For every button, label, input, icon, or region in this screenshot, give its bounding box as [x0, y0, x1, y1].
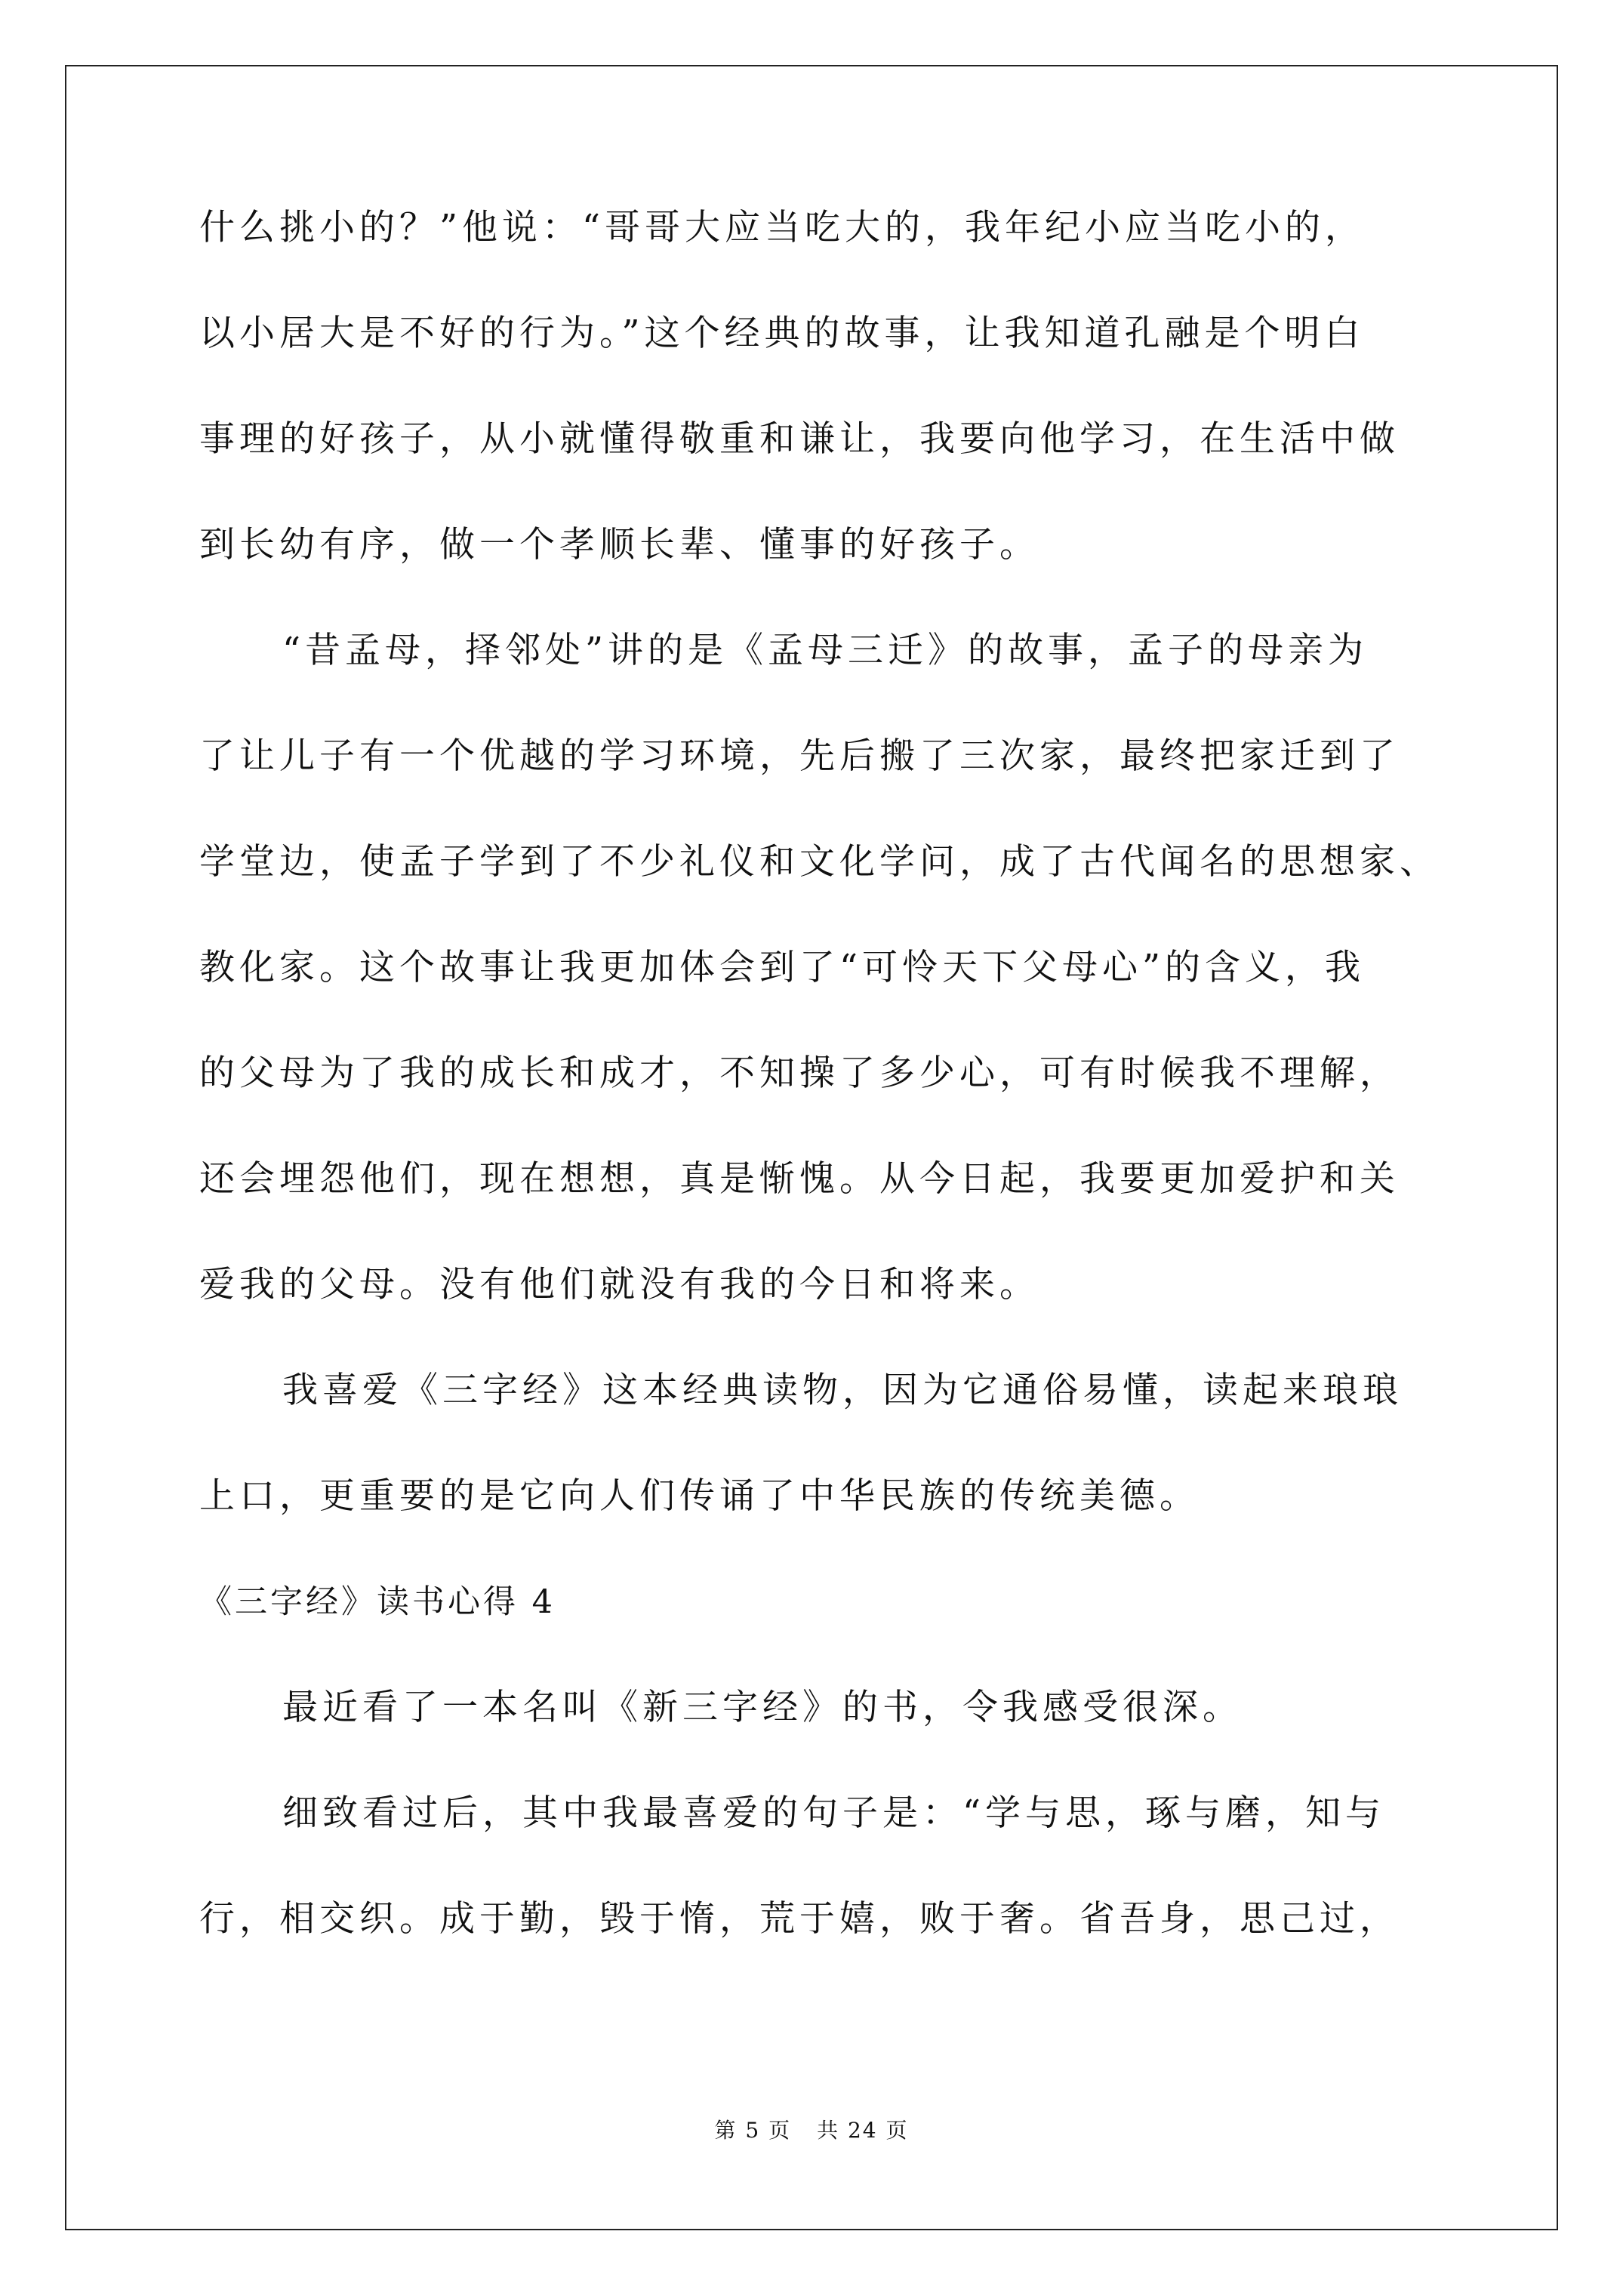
text-line-12: 我喜爱《三字经》这本经典读物，因为它通俗易懂，读起来琅琅: [282, 1370, 1403, 1411]
text-line-5: “昔孟母，择邻处”讲的是《孟母三迁》的故事，孟子的母亲为: [282, 630, 1369, 671]
text-line-13: 上口，更重要的是它向人们传诵了中华民族的传统美德。: [199, 1475, 1200, 1517]
page-total: 共 24 页: [817, 2118, 909, 2143]
page-footer: [0, 2114, 1623, 2144]
text-line-16: 细致看过后，其中我最喜爱的句子是：“学与思，琢与磨，知与: [282, 1792, 1386, 1834]
text-line-11: 爱我的父母。没有他们就没有我的今日和将来。: [199, 1264, 1039, 1305]
section-heading: 《三字经》读书心得 4: [199, 1583, 556, 1621]
text-line-9: 的父母为了我的成长和成才，不知操了多少心，可有时候我不理解，: [199, 1052, 1400, 1094]
document-body: [199, 175, 1440, 1972]
text-line-2: 以小居大是不好的行为。”这个经典的故事，让我知道孔融是个明白: [199, 313, 1365, 354]
text-line-15: 最近看了一本名叫《新三字经》的书，令我感受很深。: [282, 1687, 1243, 1728]
page-number: 第 5 页: [714, 2118, 792, 2143]
text-line-1: 什么挑小的？”他说：“哥哥大应当吃大的，我年纪小应当吃小的，: [199, 207, 1366, 248]
text-line-8: 教化家。这个故事让我更加体会到了“可怜天下父母心”的含义，我: [199, 947, 1366, 988]
text-line-4: 到长幼有序，做一个孝顺长辈、懂事的好孩子。: [199, 524, 1039, 566]
text-line-6: 了让儿子有一个优越的学习环境，先后搬了三次家，最终把家迁到了: [199, 735, 1400, 777]
text-line-10: 还会埋怨他们，现在想想，真是惭愧。从今日起，我要更加爱护和关: [199, 1158, 1400, 1200]
text-line-7: 学堂边，使孟子学到了不少礼仪和文化学问，成了古代闻名的思想家、: [199, 841, 1440, 883]
text-line-3: 事理的好孩子，从小就懂得敬重和谦让，我要向他学习，在生活中做: [199, 418, 1400, 460]
text-line-17: 行，相交织。成于勤，毁于惰，荒于嬉，败于奢。省吾身，思己过，: [199, 1898, 1400, 1940]
